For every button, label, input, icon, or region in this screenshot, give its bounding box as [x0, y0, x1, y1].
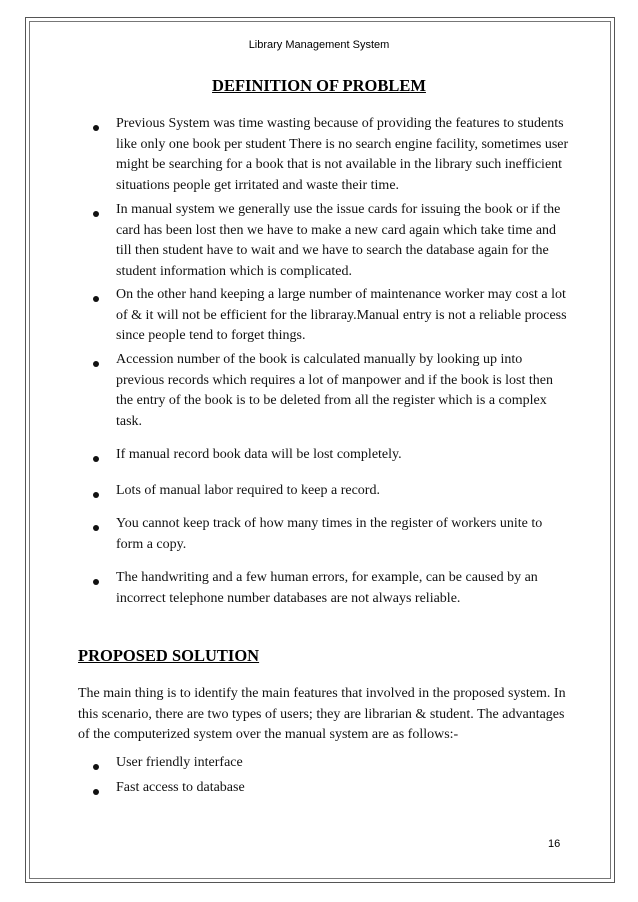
- list-item: Previous System was time wasting because of providing the features to students like only one book per student There is no search engine facility, sometimes user might be searching for a book that is not available in the library such inefficient situations people get irritated and waste their time.: [116, 116, 569, 193]
- bullet-dot: [93, 525, 99, 531]
- page-number: 16: [548, 838, 561, 850]
- list-item: Accession number of the book is calculated manually by looking up into previous records which requires a lot of manpower and if the book is lost then the entry of the book is to be deleted from all the register which is a complex task.: [116, 352, 554, 429]
- bullet-dot: [93, 789, 99, 795]
- list-item: If manual record book data will be lost completely.: [116, 447, 402, 462]
- list-item: On the other hand keeping a large number of maintenance worker may cost a lot of & it will not be efficient for the libraray.Manual entry is not a reliable process since people tend to forget things.: [116, 287, 567, 343]
- list-item: Lots of manual labor required to keep a record.: [116, 483, 380, 498]
- definition-heading: DEFINITION OF PROBLEM: [212, 76, 426, 95]
- bullet-dot: [93, 764, 99, 770]
- bullet-dot: [93, 361, 99, 367]
- bullet-dot: [93, 492, 99, 498]
- proposed-paragraph: The main thing is to identify the main features that involved in the proposed system. In this scenario, there are two types of users; they are librarian & student. The advantages of the computerized system over the manual system are as follows:-: [78, 686, 566, 742]
- bullet-dot: [93, 296, 99, 302]
- list-item: Fast access to database: [116, 780, 245, 795]
- list-item: The handwriting and a few human errors, for example, can be caused by an incorrect telephone number databases are not always reliable.: [116, 570, 538, 606]
- list-item: In manual system we generally use the issue cards for issuing the book or if the card has been lost then we have to make a new card again which take time and till then student have to wait and we have to search the database again for the student information which is complicated.: [116, 202, 561, 279]
- list-item: User friendly interface: [116, 755, 243, 770]
- list-item: You cannot keep track of how many times in the register of workers unite to form a copy.: [116, 516, 543, 552]
- proposed-heading: PROPOSED SOLUTION: [78, 646, 260, 665]
- bullet-dot: [93, 125, 99, 131]
- running-header: Library Management System: [248, 39, 390, 51]
- bullet-dot: [93, 211, 99, 217]
- bullet-dot: [93, 456, 99, 462]
- bullet-dot: [93, 579, 99, 585]
